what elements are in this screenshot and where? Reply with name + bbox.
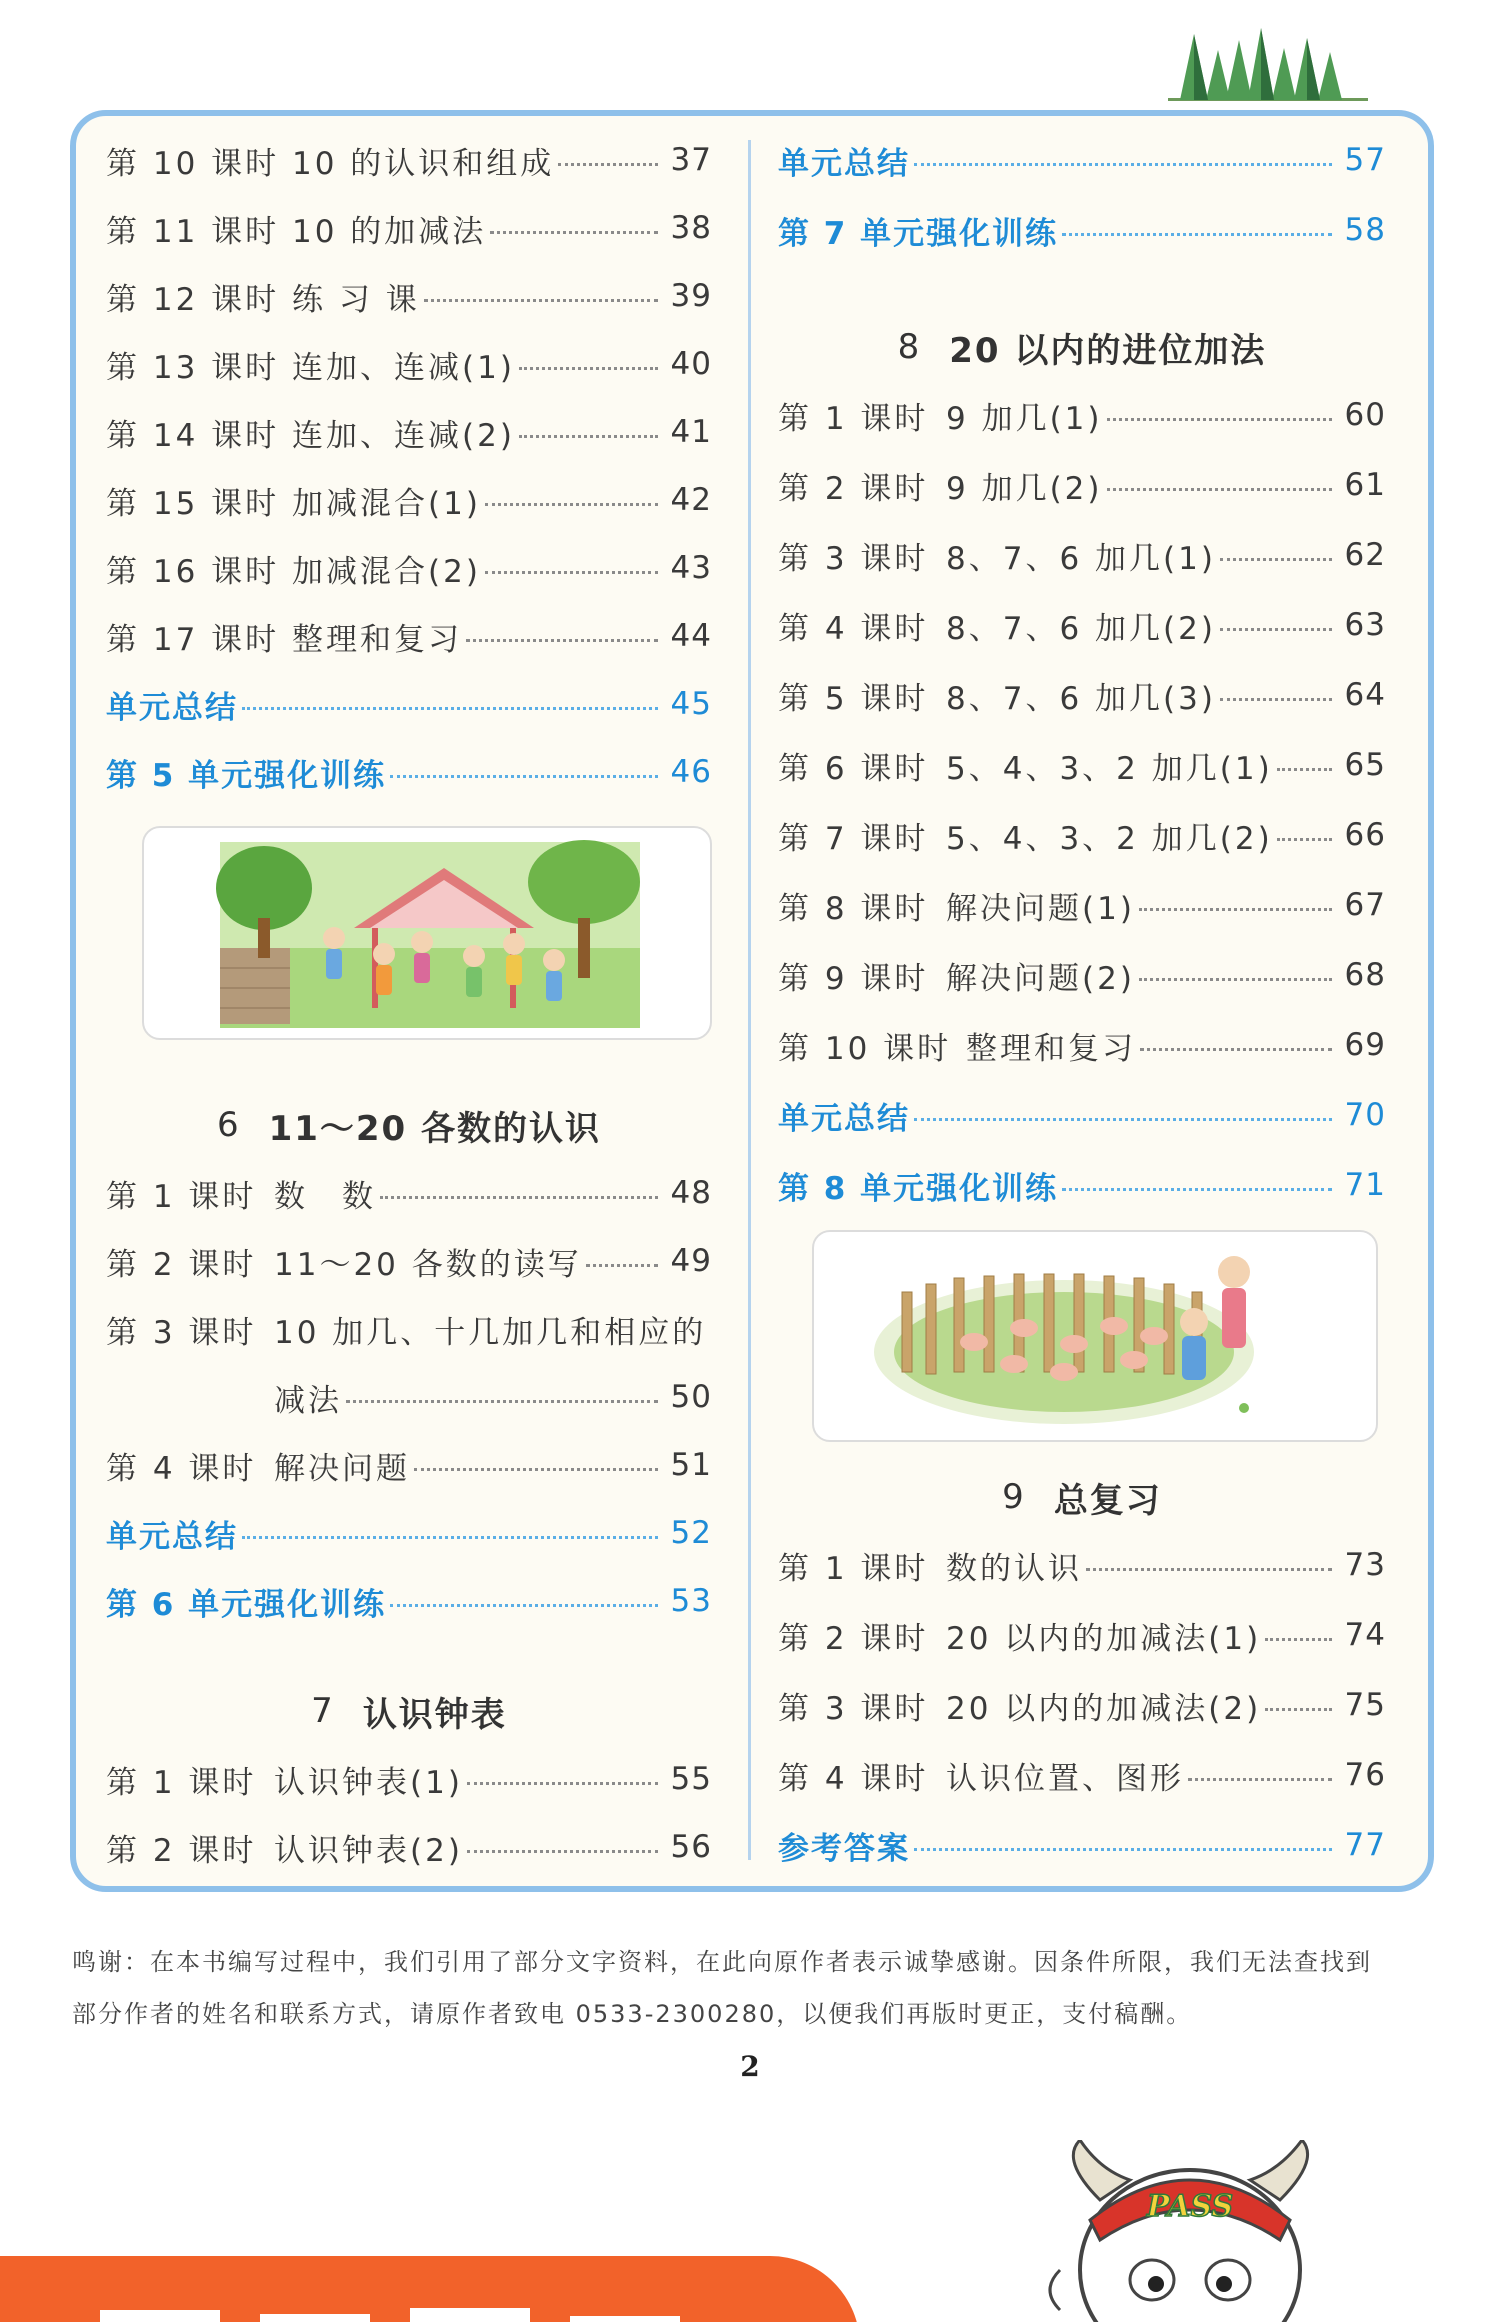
lesson-label: 第 5 课时 <box>778 680 929 717</box>
page-number: 61 <box>1344 467 1386 503</box>
page-number: 77 <box>1344 1827 1386 1863</box>
unit-summary-link[interactable] <box>778 1090 1386 1140</box>
acknowledgement-line: 鸣谢：在本书编写过程中，我们引用了部分文字资料，在此向原作者表示诚挚感谢。因条件所限，我们无法查找到 <box>72 1948 1372 1976</box>
dot-leader <box>485 571 658 574</box>
lesson-label: 第 1 课时 <box>106 1764 257 1801</box>
page-number: 49 <box>670 1243 712 1279</box>
toc-entry[interactable] <box>106 543 712 593</box>
dot-leader <box>1220 628 1332 631</box>
unit-training-link[interactable] <box>778 205 1386 255</box>
lesson-label: 第 3 课时 <box>778 540 929 577</box>
unit-training-link[interactable] <box>106 1576 712 1626</box>
dot-leader <box>586 1264 658 1267</box>
dot-leader <box>414 1468 658 1471</box>
training-title: 第 7 单元强化训练 <box>778 215 1059 252</box>
lesson-label: 第 12 课时 <box>106 281 280 318</box>
page-number: 46 <box>670 754 712 790</box>
lesson-title: 11～20 各数的读写 <box>274 1246 582 1283</box>
lesson-label: 第 2 课时 <box>106 1246 257 1283</box>
dot-leader <box>390 775 658 778</box>
page-number: 76 <box>1344 1757 1386 1793</box>
toc-entry[interactable] <box>106 407 712 457</box>
toc-entry[interactable] <box>778 530 1386 580</box>
unit-name: 11～20 各数的认识 <box>268 1108 602 1149</box>
toc-entry[interactable] <box>106 1168 712 1218</box>
unit-7-heading <box>106 1686 712 1736</box>
dot-leader <box>1265 1638 1332 1641</box>
unit-training-link[interactable] <box>778 1160 1386 1210</box>
lesson-title: 8、7、6 加几(3) <box>946 680 1216 717</box>
lesson-title: 整理和复习 <box>292 621 462 658</box>
training-title: 第 8 单元强化训练 <box>778 1170 1059 1207</box>
lesson-title: 认识位置、图形 <box>946 1760 1184 1797</box>
summary-title: 单元总结 <box>106 1518 238 1555</box>
page-number: 63 <box>1344 607 1386 643</box>
toc-entry[interactable] <box>778 1750 1386 1800</box>
toc-entry[interactable] <box>106 271 712 321</box>
page-number: 64 <box>1344 677 1386 713</box>
unit-number: 7 <box>311 1691 335 1731</box>
unit-summary-link[interactable] <box>106 1508 712 1558</box>
acknowledgement-note <box>72 1936 1442 2040</box>
lesson-label: 第 11 课时 <box>106 213 280 250</box>
dot-leader <box>519 367 658 370</box>
pig-pen-scene-icon <box>814 1232 1378 1442</box>
page-number: 52 <box>670 1515 712 1551</box>
dot-leader <box>1139 908 1332 911</box>
page-number: 51 <box>670 1447 712 1483</box>
toc-entry[interactable] <box>106 475 712 525</box>
page-number: 39 <box>670 278 712 314</box>
lesson-title: 20 以内的加减法(2) <box>946 1690 1262 1727</box>
unit-6-heading <box>106 1100 712 1150</box>
toc-entry[interactable] <box>106 203 712 253</box>
unit-summary-link[interactable] <box>778 135 1386 185</box>
page-number: 48 <box>670 1175 712 1211</box>
pig-pen-illustration <box>812 1230 1378 1442</box>
page-number: 38 <box>670 210 712 246</box>
lesson-label: 第 10 课时 <box>106 145 280 182</box>
page-number: 74 <box>1344 1617 1386 1653</box>
toc-entry[interactable] <box>778 600 1386 650</box>
dot-leader <box>424 299 658 302</box>
dot-leader <box>1220 558 1332 561</box>
page-number: 68 <box>1344 957 1386 993</box>
dot-leader <box>1188 1778 1332 1781</box>
toc-entry[interactable] <box>778 1540 1386 1590</box>
dot-leader <box>490 231 658 234</box>
toc-entry[interactable] <box>106 1236 712 1286</box>
lesson-title: 连加、连减(2) <box>292 417 515 454</box>
toc-entry[interactable] <box>778 1020 1386 1070</box>
lesson-title: 10 的认识和组成 <box>292 145 555 182</box>
toc-entry[interactable] <box>778 1610 1386 1660</box>
lesson-title: 20 以内的加减法(1) <box>946 1620 1262 1657</box>
toc-entry[interactable] <box>106 339 712 389</box>
lesson-label: 第 1 课时 <box>778 400 929 437</box>
banner-text-fragment-icon <box>100 2290 700 2322</box>
dot-leader <box>1277 838 1332 841</box>
lesson-label: 第 15 课时 <box>106 485 280 522</box>
lesson-title: 8、7、6 加几(1) <box>946 540 1216 577</box>
lesson-title: 9 加几(2) <box>946 470 1103 507</box>
page-number: 44 <box>670 618 712 654</box>
lesson-title: 整理和复习 <box>966 1030 1136 1067</box>
toc-entry[interactable] <box>106 1822 712 1872</box>
lesson-title: 10 的加减法 <box>292 213 487 250</box>
dot-leader <box>558 163 658 166</box>
lesson-title: 5、4、3、2 加几(2) <box>946 820 1273 857</box>
lesson-label: 第 2 课时 <box>778 470 929 507</box>
lesson-label: 第 10 课时 <box>778 1030 952 1067</box>
page-number: 62 <box>1344 537 1386 573</box>
training-title: 第 5 单元强化训练 <box>106 757 387 794</box>
dot-leader <box>914 1118 1332 1121</box>
dot-leader <box>1062 233 1332 236</box>
toc-entry[interactable] <box>106 611 712 661</box>
page-number: 53 <box>670 1583 712 1619</box>
unit-8-heading <box>778 322 1386 372</box>
page-number: 37 <box>670 142 712 178</box>
lesson-label: 第 17 课时 <box>106 621 280 658</box>
lesson-label: 第 14 课时 <box>106 417 280 454</box>
toc-entry[interactable] <box>778 740 1386 790</box>
toc-entry-continued[interactable] <box>106 1372 712 1422</box>
summary-title: 单元总结 <box>778 145 910 182</box>
trees-decoration-icon <box>1168 28 1368 106</box>
lesson-title: 数 数 <box>274 1178 376 1215</box>
answers-title: 参考答案 <box>778 1830 910 1867</box>
lesson-title: 练 习 课 <box>292 281 420 318</box>
toc-entry[interactable] <box>778 390 1386 440</box>
toc-entry[interactable] <box>778 460 1386 510</box>
dot-leader <box>390 1604 658 1607</box>
page-number: 50 <box>670 1379 712 1415</box>
dot-leader <box>485 503 658 506</box>
dot-leader <box>1062 1188 1332 1191</box>
lesson-title: 数的认识 <box>946 1550 1082 1587</box>
dot-leader <box>380 1196 658 1199</box>
page-number: 70 <box>1344 1097 1386 1133</box>
page-number: 45 <box>670 686 712 722</box>
dot-leader <box>467 1850 658 1853</box>
lesson-label: 第 4 课时 <box>106 1450 257 1487</box>
dot-leader <box>467 1782 658 1785</box>
lesson-label: 第 13 课时 <box>106 349 280 386</box>
column-divider <box>748 140 751 1860</box>
toc-entry[interactable] <box>778 810 1386 860</box>
lesson-label: 第 7 课时 <box>778 820 929 857</box>
unit-9-heading <box>778 1472 1386 1522</box>
lesson-label: 第 6 课时 <box>778 750 929 787</box>
page-number: 57 <box>1344 142 1386 178</box>
lesson-title: 5、4、3、2 加几(1) <box>946 750 1273 787</box>
summary-title: 单元总结 <box>778 1100 910 1137</box>
lesson-title: 8、7、6 加几(2) <box>946 610 1216 647</box>
unit-name: 认识钟表 <box>362 1694 507 1735</box>
lesson-title: 认识钟表(2) <box>274 1832 463 1869</box>
dot-leader <box>242 1536 658 1539</box>
unit-number: 9 <box>1002 1477 1026 1517</box>
training-title: 第 6 单元强化训练 <box>106 1586 387 1623</box>
page-number: 66 <box>1344 817 1386 853</box>
page-number: 75 <box>1344 1687 1386 1723</box>
lesson-title: 解决问题 <box>274 1450 410 1487</box>
lesson-label: 第 8 课时 <box>778 890 929 927</box>
page-number: 71 <box>1344 1167 1386 1203</box>
unit-summary-link[interactable] <box>106 679 712 729</box>
lesson-title: 9 加几(1) <box>946 400 1103 437</box>
answers-link[interactable] <box>778 1820 1386 1870</box>
dot-leader <box>519 435 658 438</box>
dot-leader <box>466 639 658 642</box>
page-number: 55 <box>670 1761 712 1797</box>
page-number: 65 <box>1344 747 1386 783</box>
dot-leader <box>1107 488 1333 491</box>
lesson-label: 第 3 课时 <box>106 1314 257 1351</box>
summary-title: 单元总结 <box>106 689 238 726</box>
page-number: 43 <box>670 550 712 586</box>
dot-leader <box>346 1400 658 1403</box>
page-number: 60 <box>1344 397 1386 433</box>
dot-leader <box>1086 1568 1332 1571</box>
toc-entry[interactable] <box>778 1680 1386 1730</box>
lesson-label: 第 3 课时 <box>778 1690 929 1727</box>
dot-leader <box>1220 698 1332 701</box>
lesson-label: 第 2 课时 <box>778 1620 929 1657</box>
lesson-label: 第 1 课时 <box>106 1178 257 1215</box>
dot-leader <box>914 163 1332 166</box>
unit-number: 8 <box>897 327 922 367</box>
unit-training-link[interactable] <box>106 747 712 797</box>
lesson-label: 第 1 课时 <box>778 1550 929 1587</box>
lesson-title: 减法 <box>274 1382 342 1419</box>
lesson-label: 第 16 课时 <box>106 553 280 590</box>
lesson-label: 第 2 课时 <box>106 1832 257 1869</box>
lesson-title: 解决问题(2) <box>946 960 1135 997</box>
lesson-title: 10 加几、十几加几和相应的 <box>274 1314 707 1351</box>
dot-leader <box>1139 978 1332 981</box>
playground-scene-icon <box>144 828 712 1040</box>
lesson-title: 连加、连减(1) <box>292 349 515 386</box>
page-number: 69 <box>1344 1027 1386 1063</box>
lesson-title: 认识钟表(1) <box>274 1764 463 1801</box>
lesson-label: 第 9 课时 <box>778 960 929 997</box>
toc-entry[interactable] <box>778 950 1386 1000</box>
lesson-label: 第 4 课时 <box>778 1760 929 1797</box>
kids-playground-illustration <box>142 826 712 1040</box>
unit-number: 6 <box>216 1105 241 1145</box>
lesson-title: 加减混合(1) <box>292 485 481 522</box>
page-number-footer: 2 <box>740 2050 760 2083</box>
dot-leader <box>914 1848 1332 1851</box>
toc-entry[interactable] <box>106 1754 712 1804</box>
cow-mascot-icon <box>1040 2140 1340 2322</box>
toc-entry[interactable] <box>106 1304 712 1354</box>
page-number: 67 <box>1344 887 1386 923</box>
dot-leader <box>242 707 658 710</box>
mascot-badge-text: PASS <box>1146 2189 1234 2224</box>
page-number: 40 <box>670 346 712 382</box>
lesson-title: 加减混合(2) <box>292 553 481 590</box>
dot-leader <box>1140 1048 1332 1051</box>
page-number: 56 <box>670 1829 712 1865</box>
page-number: 73 <box>1344 1547 1386 1583</box>
acknowledgement-line: 部分作者的姓名和联系方式，请原作者致电 0533-2300280，以便我们再版时更正，支付稿酬。 <box>72 2000 1193 2028</box>
dot-leader <box>1265 1708 1332 1711</box>
dot-leader <box>1107 418 1333 421</box>
page-number: 42 <box>670 482 712 518</box>
lesson-label: 第 4 课时 <box>778 610 929 647</box>
lesson-title: 解决问题(1) <box>946 890 1135 927</box>
unit-name: 20 以内的进位加法 <box>949 330 1267 371</box>
toc-entry[interactable] <box>778 670 1386 720</box>
unit-name: 总复习 <box>1053 1480 1162 1521</box>
page-number: 58 <box>1344 212 1386 248</box>
toc-entry[interactable] <box>778 880 1386 930</box>
toc-entry[interactable] <box>106 135 712 185</box>
page-number: 41 <box>670 414 712 450</box>
toc-entry[interactable] <box>106 1440 712 1490</box>
dot-leader <box>1277 768 1332 771</box>
